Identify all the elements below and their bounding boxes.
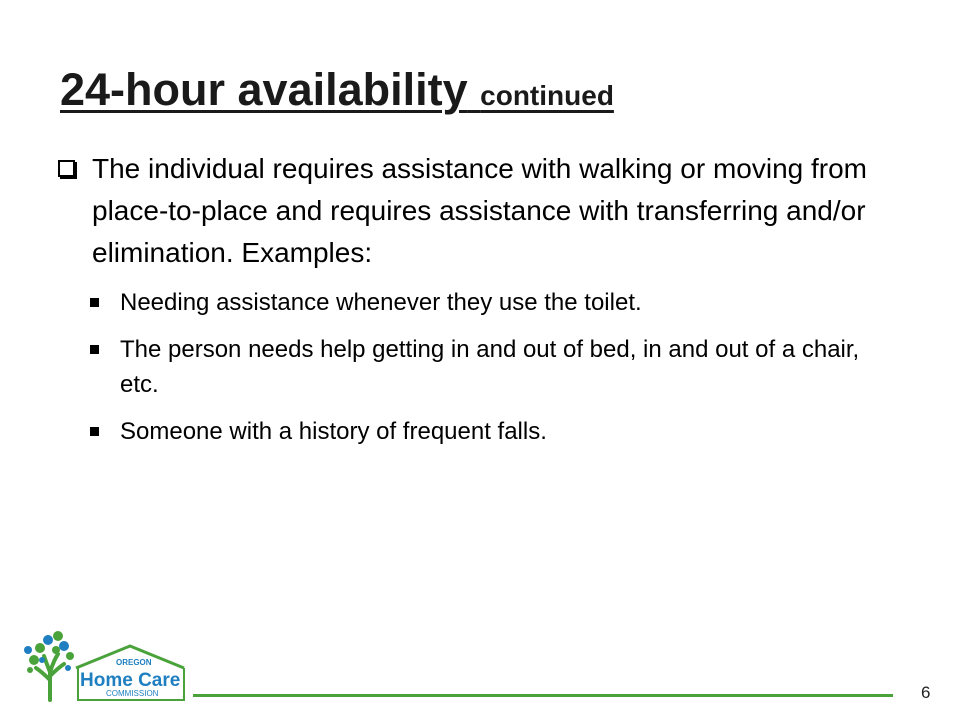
oregon-home-care-commission-logo: [20, 628, 192, 704]
square-bullet-icon: [90, 298, 99, 307]
square-bullet-icon: [90, 427, 99, 436]
footer-divider: [193, 694, 893, 697]
checkbox-bullet-icon: [58, 160, 75, 177]
examples-list: [58, 285, 898, 449]
main-bullet: [58, 148, 898, 274]
logo-line1: OREGON: [116, 658, 152, 667]
tree-icon: [24, 631, 74, 700]
example-text: Needing assistance whenever they use the toilet.: [120, 289, 642, 316]
list-item: [90, 414, 898, 449]
title-main: 24-hour availability: [60, 64, 468, 115]
slide-body: [58, 148, 898, 461]
title-sub: continued: [480, 80, 614, 111]
main-bullet-text: The individual requires assistance with walking or moving from place-to-place and requires assistance with transferring and/or elimination. Examples:: [92, 153, 868, 268]
page-number: 6: [921, 683, 931, 702]
list-item: [90, 285, 898, 320]
slide-title: [60, 62, 614, 124]
square-bullet-icon: [90, 345, 99, 354]
example-text: The person needs help getting in and out of bed, in and out of a chair, etc.: [120, 336, 860, 398]
list-item: [90, 332, 898, 402]
logo-line3: COMMISSION: [106, 689, 159, 698]
logo-line2: Home Care: [80, 670, 181, 691]
example-text: Someone with a history of frequent falls.: [120, 418, 547, 445]
